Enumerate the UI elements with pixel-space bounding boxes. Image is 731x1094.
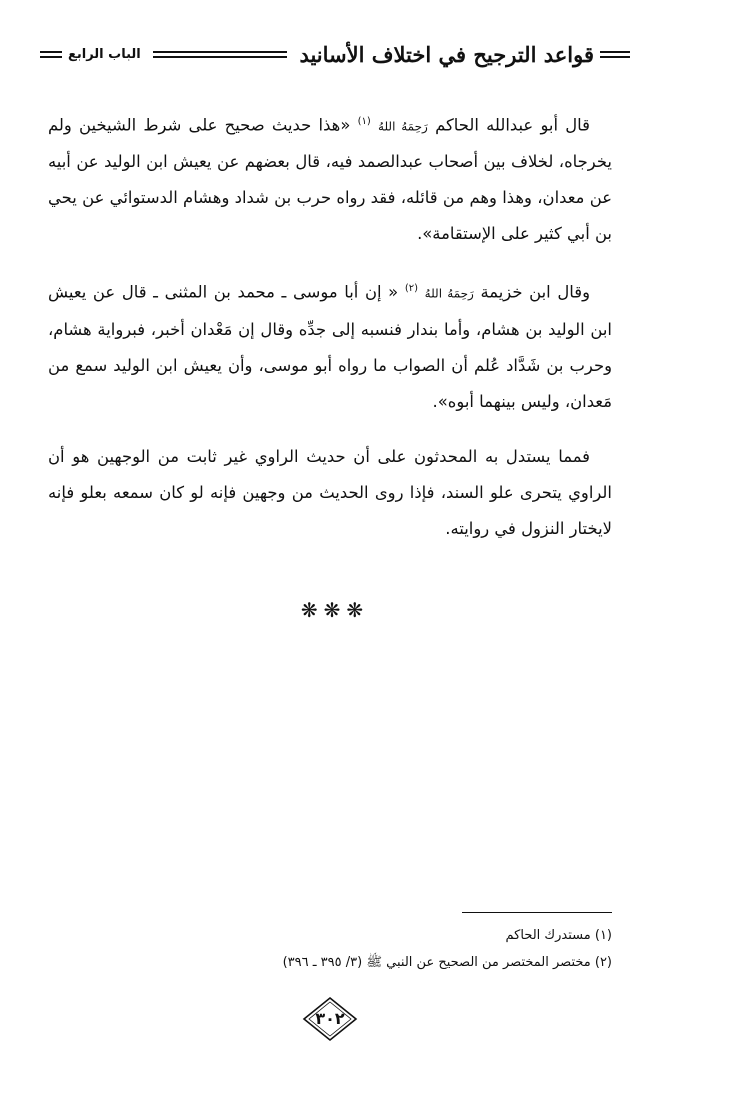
chapter-title: الباب الرابع	[68, 46, 141, 62]
header-rule	[153, 51, 288, 58]
footnote-1: (١) مستدرك الحاكم	[505, 928, 612, 943]
p1-quote: «هذا حديث صحيح على شرط الشيخين ولم يخرجاه، لخلاف بين أصحاب عبدالصمد فيه، قال بعضهم عن يعيش ابن الوليد عن أبيه عن معدان، وهذا وهم من قائله، فقد رواه حرب بن شداد وهشام الدستوائي عن يحي بن أبي كثير على الإستقامة».	[48, 115, 612, 244]
honorific-mark: رَحِمَهُ اللهُ	[378, 119, 428, 134]
header-ornament-left	[40, 51, 62, 58]
page-number: ٣٠٢	[315, 1009, 345, 1028]
book-title: قواعد الترجيح في اختلاف الأسانيد	[299, 41, 594, 67]
running-header	[40, 34, 630, 74]
footnotes	[160, 922, 612, 976]
footnote-2: (٢) مختصر المختصر من الصحيح عن النبي ﷺ (٣/ ٣٩٥ ـ ٣٩٦)	[282, 955, 612, 970]
honorific-mark: رَحِمَهُ اللهُ	[424, 286, 474, 301]
header-ornament-right	[600, 51, 630, 58]
paragraph-2	[48, 271, 612, 419]
section-separator: ❋❋❋	[300, 598, 370, 622]
footnote-ref-1: (١)	[357, 116, 371, 127]
page-number-frame	[302, 996, 358, 1042]
paragraph-1	[48, 104, 612, 252]
p1-intro: قال أبو عبدالله الحاكم	[435, 115, 590, 135]
main-text	[48, 104, 612, 566]
footnote-ref-2: (٢)	[404, 283, 419, 295]
footnote-rule	[462, 912, 612, 913]
paragraph-3: فمما يستدل به المحدثون على أن حديث الراوي غير ثابت من الوجهين هو أن الراوي يتحرى علو السند، فإذا روى الحديث من وجهين فإنه لو كان سمعه بعلو فإنه لايختار النزول في روايته.	[48, 446, 612, 538]
p2-intro: وقال ابن خزيمة	[480, 282, 590, 302]
p2-quote: « إن أبا موسى ـ محمد بن المثنى ـ قال عن يعيش ابن الوليد بن هشام، وأما بندار فنسبه إلى جدِّه وقال إن مَعْدان أخبر، فبرواية هشام، وحرب بن شَدَّاد عُلم أن الصواب ما رواه أبو موسى، وأن يعيش ابن الوليد سمع من مَعدان، وليس بينهما أبوه».	[48, 282, 612, 411]
